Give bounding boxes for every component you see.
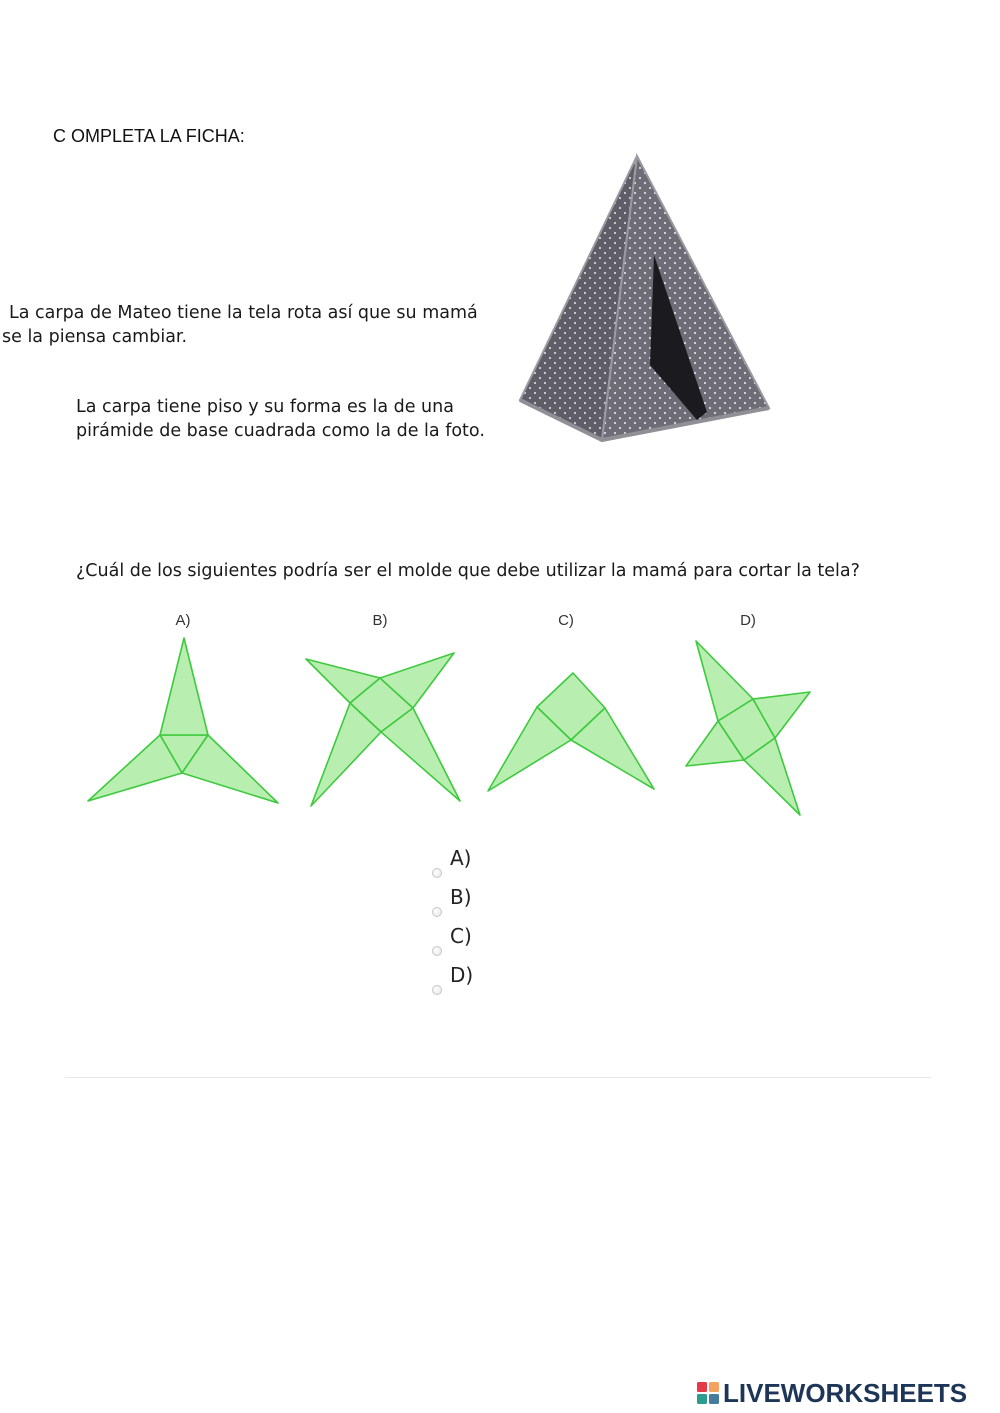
net-c-label: C) [558,612,574,629]
pyramid-nets-figure [80,605,820,825]
tent-pyramid-image [512,150,777,450]
net-a [88,638,278,803]
net-d [686,641,810,815]
net-b-label: B) [372,612,388,629]
option-a-label: A) [450,846,472,870]
radio-a[interactable] [432,868,442,878]
option-b-label: B) [450,885,472,909]
description-line-2: pirámide de base cuadrada como la de la foto. [76,421,485,441]
radio-d[interactable] [432,985,442,995]
liveworksheets-brand [697,1377,967,1409]
description-paragraph [76,395,485,443]
option-c-label: C) [450,924,472,948]
intro-line-2: se la piensa cambiar. [2,327,188,347]
description-line-1: La carpa tiene piso y su forma es la de una [76,397,454,417]
radio-b[interactable] [432,907,442,917]
intro-line-1: La carpa de Mateo tiene la tela rota así que su mamá [9,303,478,323]
net-b [306,653,460,806]
option-d-label: D) [450,963,474,987]
net-a-label: A) [175,612,191,629]
brand-name: LIVEWORKSHEETS [723,1377,968,1408]
liveworksheets-logo-icon [697,1382,719,1404]
section-divider [65,1077,931,1078]
net-c [488,673,654,791]
net-d-label: D) [740,612,756,629]
worksheet-title: C OMPLETA LA FICHA: [53,126,245,146]
intro-paragraph [2,301,478,349]
radio-c[interactable] [432,946,442,956]
question-text: ¿Cuál de los siguientes podría ser el molde que debe utilizar la mamá para cortar la tela? [76,561,860,581]
